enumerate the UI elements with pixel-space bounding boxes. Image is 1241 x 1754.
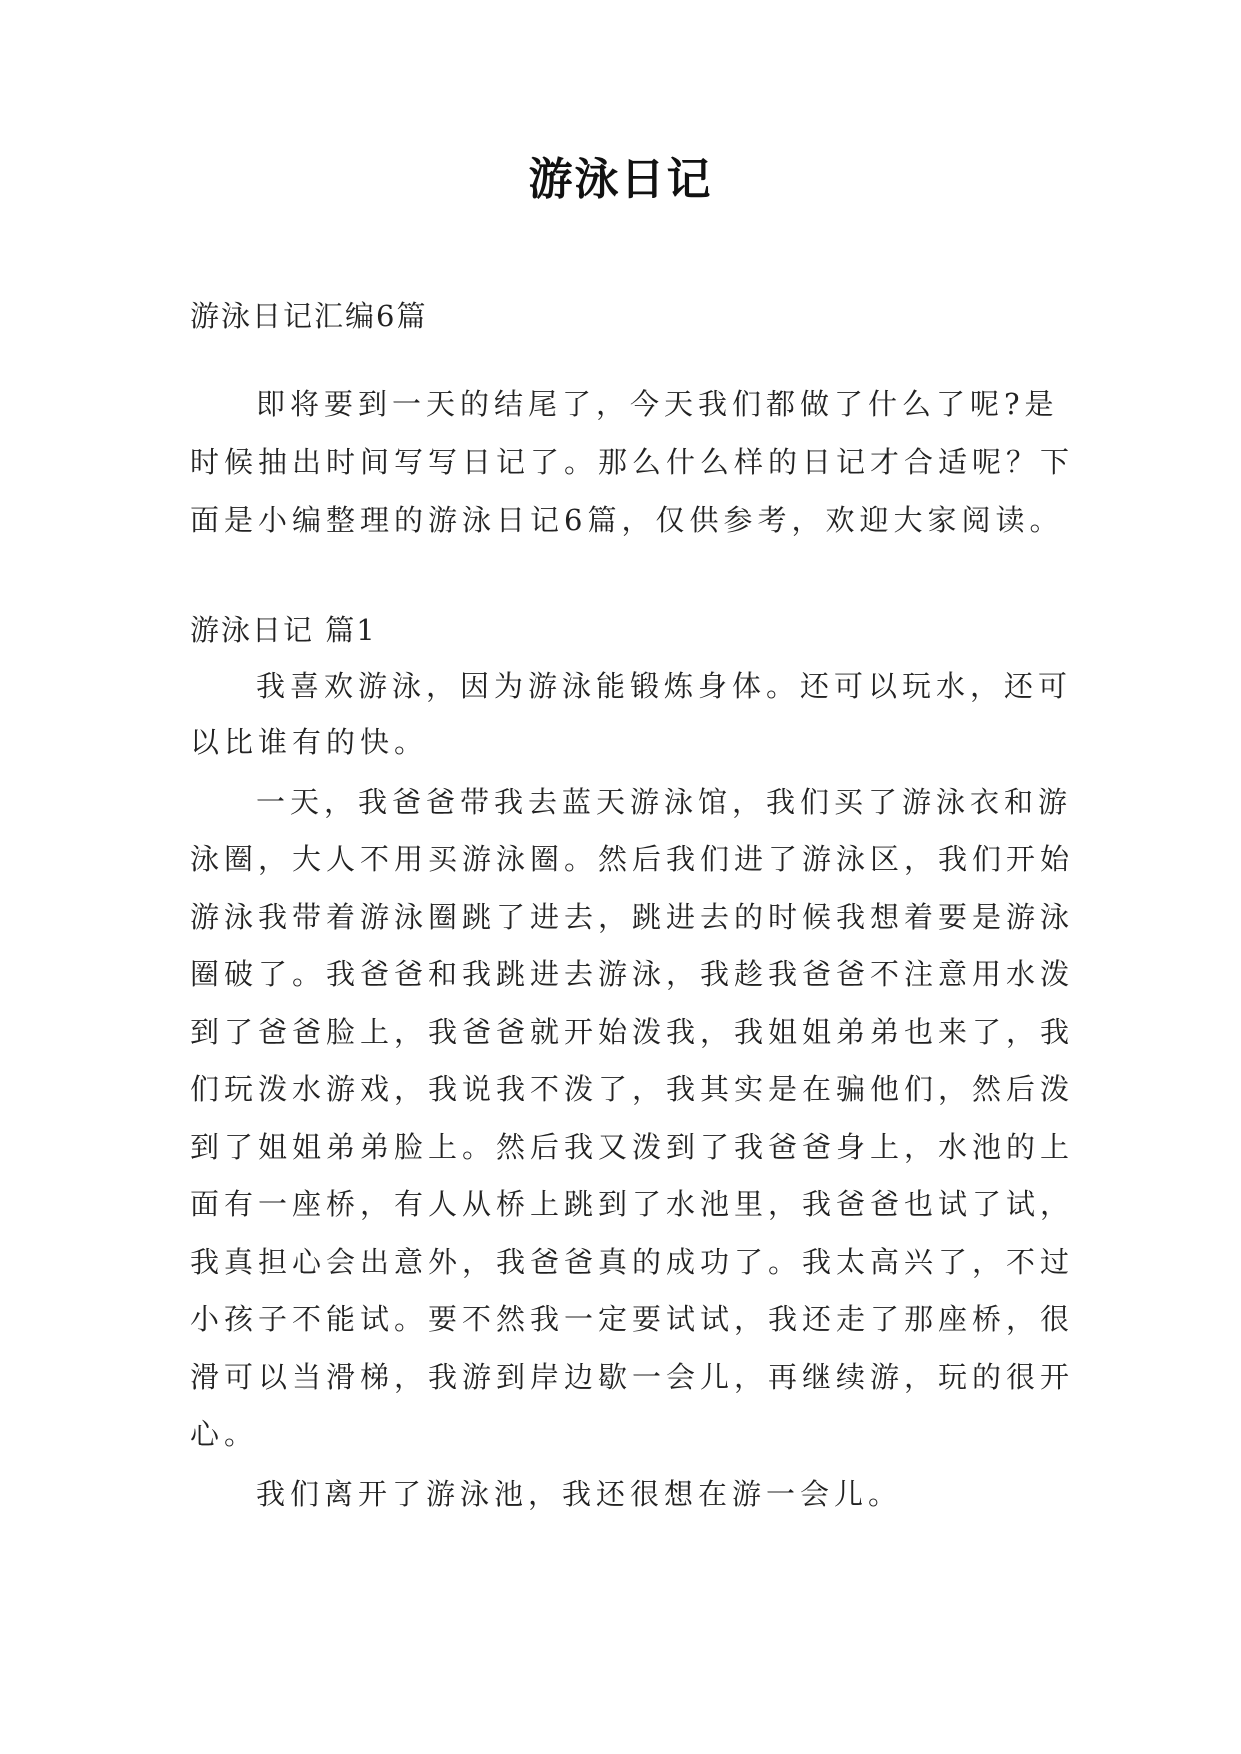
body-line: 到了爸爸脸上，我爸爸就开始泼我，我姐姐弟弟也来了，我 <box>190 1015 1075 1049</box>
body-line: 滑可以当滑梯，我游到岸边歇一会儿，再继续游，玩的很开 <box>190 1360 1075 1394</box>
body-line: 们玩泼水游戏，我说我不泼了，我其实是在骗他们，然后泼 <box>190 1072 1075 1106</box>
body-line: 我喜欢游泳，因为游泳能锻炼身体。还可以玩水，还可 <box>256 669 1073 703</box>
body-line: 我们离开了游泳池，我还很想在游一会儿。 <box>256 1477 903 1511</box>
intro-line: 面是小编整理的游泳日记6篇，仅供参考，欢迎大家阅读。 <box>190 503 1064 537</box>
body-line: 一天，我爸爸带我去蓝天游泳馆，我们买了游泳衣和游 <box>256 785 1073 819</box>
body-line: 我真担心会出意外，我爸爸真的成功了。我太高兴了，不过 <box>190 1245 1075 1279</box>
document-subtitle: 游泳日记汇编6篇 <box>190 299 428 333</box>
body-line: 小孩子不能试。要不然我一定要试试，我还走了那座桥，很 <box>190 1302 1075 1336</box>
body-line: 到了姐姐弟弟脸上。然后我又泼到了我爸爸身上，水池的上 <box>190 1130 1075 1164</box>
body-line: 游泳我带着游泳圈跳了进去，跳进去的时候我想着要是游泳 <box>190 900 1075 934</box>
body-line: 以比谁有的快。 <box>190 725 429 759</box>
body-line: 面有一座桥，有人从桥上跳到了水池里，我爸爸也试了试， <box>190 1187 1075 1221</box>
section-heading: 游泳日记 篇1 <box>190 613 377 647</box>
body-line: 泳圈，大人不用买游泳圈。然后我们进了游泳区，我们开始 <box>190 842 1075 876</box>
body-line: 心。 <box>190 1417 259 1451</box>
body-line: 圈破了。我爸爸和我跳进去游泳，我趁我爸爸不注意用水泼 <box>190 957 1075 991</box>
intro-line: 即将要到一天的结尾了，今天我们都做了什么了呢?是 <box>256 387 1059 421</box>
document-title: 游泳日记 <box>528 154 713 205</box>
intro-line: 时候抽出时间写写日记了。那么什么样的日记才合适呢？下 <box>190 445 1075 479</box>
